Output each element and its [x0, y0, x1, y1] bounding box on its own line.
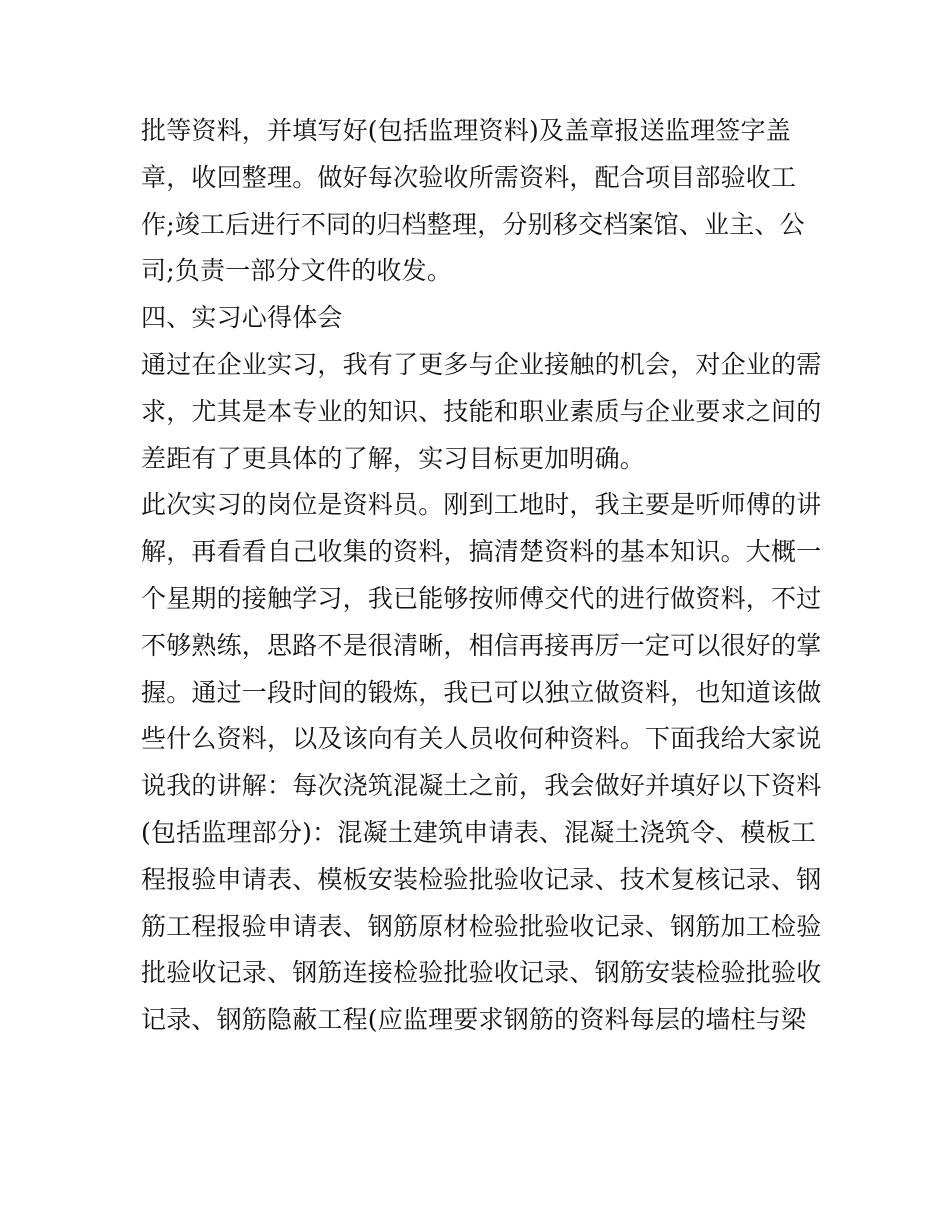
text-line: (包括监理部分)：混凝土建筑申请表、混凝土浇筑令、模板工: [141, 817, 817, 847]
text-line: 记录、钢筋隐蔽工程(应监理要求钢筋的资料每层的墙柱与梁: [141, 1005, 807, 1035]
text-line: 筋工程报验申请表、钢筋原材检验批验收记录、钢筋加工检验: [141, 911, 822, 941]
text-line: 程报验申请表、模板安装检验批验收记录、技术复核记录、钢: [141, 864, 822, 894]
section-heading: 四、实习心得体会: [141, 303, 343, 333]
text-line: 此次实习的岗位是资料员。刚到工地时，我主要是听师傅的讲: [141, 490, 822, 520]
document-body: [141, 108, 822, 1044]
text-line: 司;负责一部分文件的收发。: [141, 256, 453, 286]
text-line: 批验收记录、钢筋连接检验批验收记录、钢筋安装检验批验收: [141, 958, 822, 988]
text-line: 差距有了更具体的了解，实习目标更加明确。: [141, 443, 646, 473]
text-line: 个星期的接触学习，我已能够按师傅交代的进行做资料，不过: [141, 583, 822, 613]
text-line: 作;竣工后进行不同的归档整理，分别移交档案馆、业主、公: [141, 209, 805, 239]
text-line: 不够熟练，思路不是很清晰，相信再接再厉一定可以很好的掌: [141, 630, 822, 660]
text-line: 求，尤其是本专业的知识、技能和职业素质与企业要求之间的: [141, 396, 822, 426]
text-line: 解，再看看自己收集的资料，搞清楚资料的基本知识。大概一: [141, 537, 822, 567]
text-line: 批等资料，并填写好(包括监理资料)及盖章报送监理签字盖: [141, 116, 791, 145]
text-line: 握。通过一段时间的锻炼，我已可以独立做资料，也知道该做: [141, 677, 822, 707]
text-line: 些什么资料，以及该向有关人员收何种资料。下面我给大家说: [141, 724, 822, 754]
text-line: 章，收回整理。做好每次验收所需资料，配合项目部验收工: [141, 162, 797, 192]
text-line: 通过在企业实习，我有了更多与企业接触的机会，对企业的需: [141, 349, 822, 379]
text-line: 说我的讲解：每次浇筑混凝土之前，我会做好并填好以下资料: [141, 771, 822, 801]
